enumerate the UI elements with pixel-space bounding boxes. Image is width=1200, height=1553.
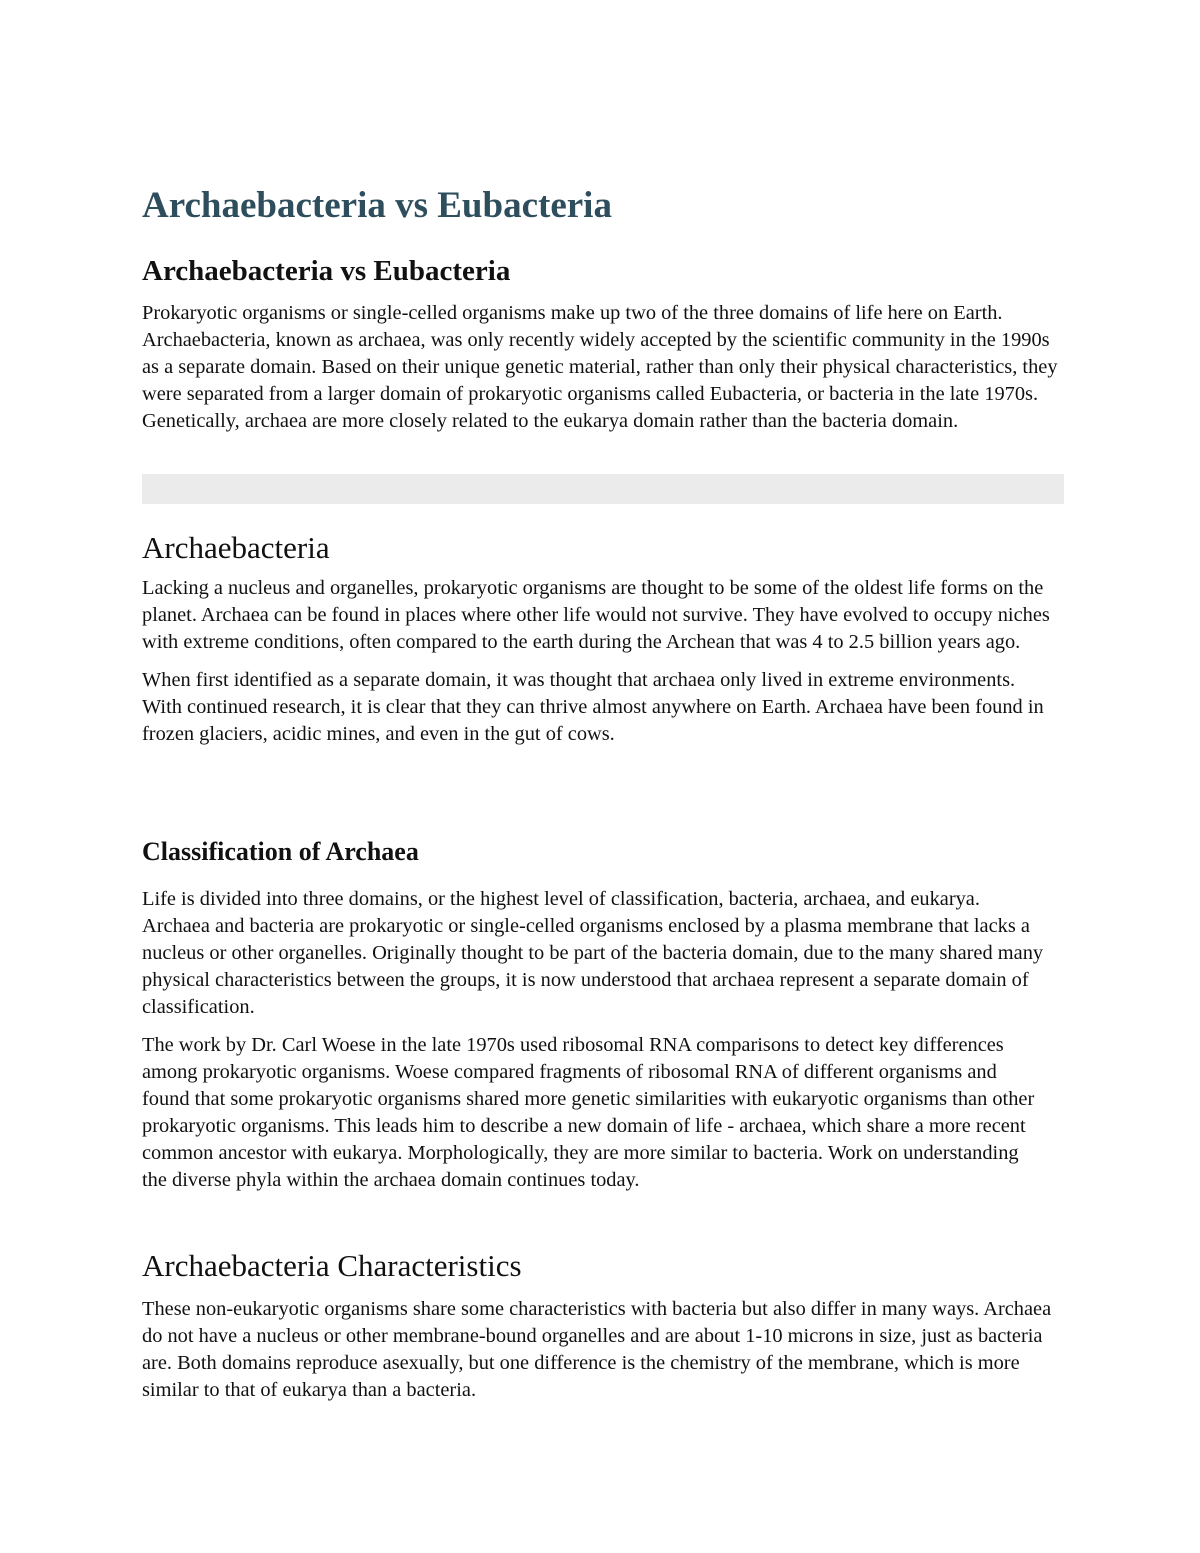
section-heading: Classification of Archaea: [142, 837, 419, 866]
section-heading: Archaebacteria vs Eubacteria: [142, 255, 511, 287]
paragraph: Prokaryotic organisms or single-celled organisms make up two of the three domains of life here on Earth. Archaebacteria, known as archaea, was only recently widely accepted by the scientific community in the 1990s as a separate domain. Based on their unique genetic material, rather than only their physical characteristics, they were separated from a larger domain of prokaryotic organisms called Eubacteria, or bacteria in the late 1970s. Genetically, archaea are more closely related to the eukarya domain rather than the bacteria domain.: [142, 302, 1058, 432]
paragraph: The work by Dr. Carl Woese in the late 1970s used ribosomal RNA comparisons to detect key differences among prokaryotic organisms. Woese compared fragments of ribosomal RNA of different organisms and found that some prokaryotic organisms shared more genetic similarities with eukaryotic organisms than other prokaryotic organisms. This leads him to describe a new domain of life - archaea, which share a more recent common ancestor with eukarya. Morphologically, they are more similar to bacteria. Work on understanding the diverse phyla within the archaea domain continues today.: [142, 1034, 1035, 1191]
section-characteristics: [142, 1248, 1064, 1404]
section-archaebacteria: [142, 530, 1064, 748]
section-heading: Archaebacteria: [142, 530, 330, 565]
section-intro: [142, 254, 1064, 435]
paragraph: When first identified as a separate domain, it was thought that archaea only lived in extreme environments. With continued research, it is clear that they can thrive almost anywhere on Earth. Archaea have been found in frozen glaciers, acidic mines, and even in the gut of cows.: [142, 669, 1044, 745]
document-title: Archaebacteria vs Eubacteria: [142, 185, 612, 226]
paragraph: Life is divided into three domains, or the highest level of classification, bacteria, archaea, and eukarya. Archaea and bacteria are prokaryotic or single-celled organisms enclosed by a plasma membrane that lacks a nucleus or other organelles. Originally thought to be part of the bacteria domain, due to the many shared many physical characteristics between the groups, it is now understood that archaea represent a separate domain of classification.: [142, 888, 1044, 1018]
paragraph: Lacking a nucleus and organelles, prokaryotic organisms are thought to be some of the oldest life forms on the planet. Archaea can be found in places where other life would not survive. They have evolved to occupy niches with extreme conditions, often compared to the earth during the Archean that was 4 to 2.5 billion years ago.: [142, 577, 1050, 653]
section-classification: [142, 836, 1064, 1194]
section-heading: Archaebacteria Characteristics: [142, 1248, 522, 1283]
paragraph: These non-eukaryotic organisms share some characteristics with bacteria but also differ in many ways. Archaea do not have a nucleus or other membrane-bound organelles and are about 1-10 microns in size, just as bacteria are. Both domains reproduce asexually, but one difference is the chemistry of the membrane, which is more similar to that of eukarya than a bacteria.: [142, 1298, 1052, 1401]
section-divider: [142, 474, 1064, 504]
